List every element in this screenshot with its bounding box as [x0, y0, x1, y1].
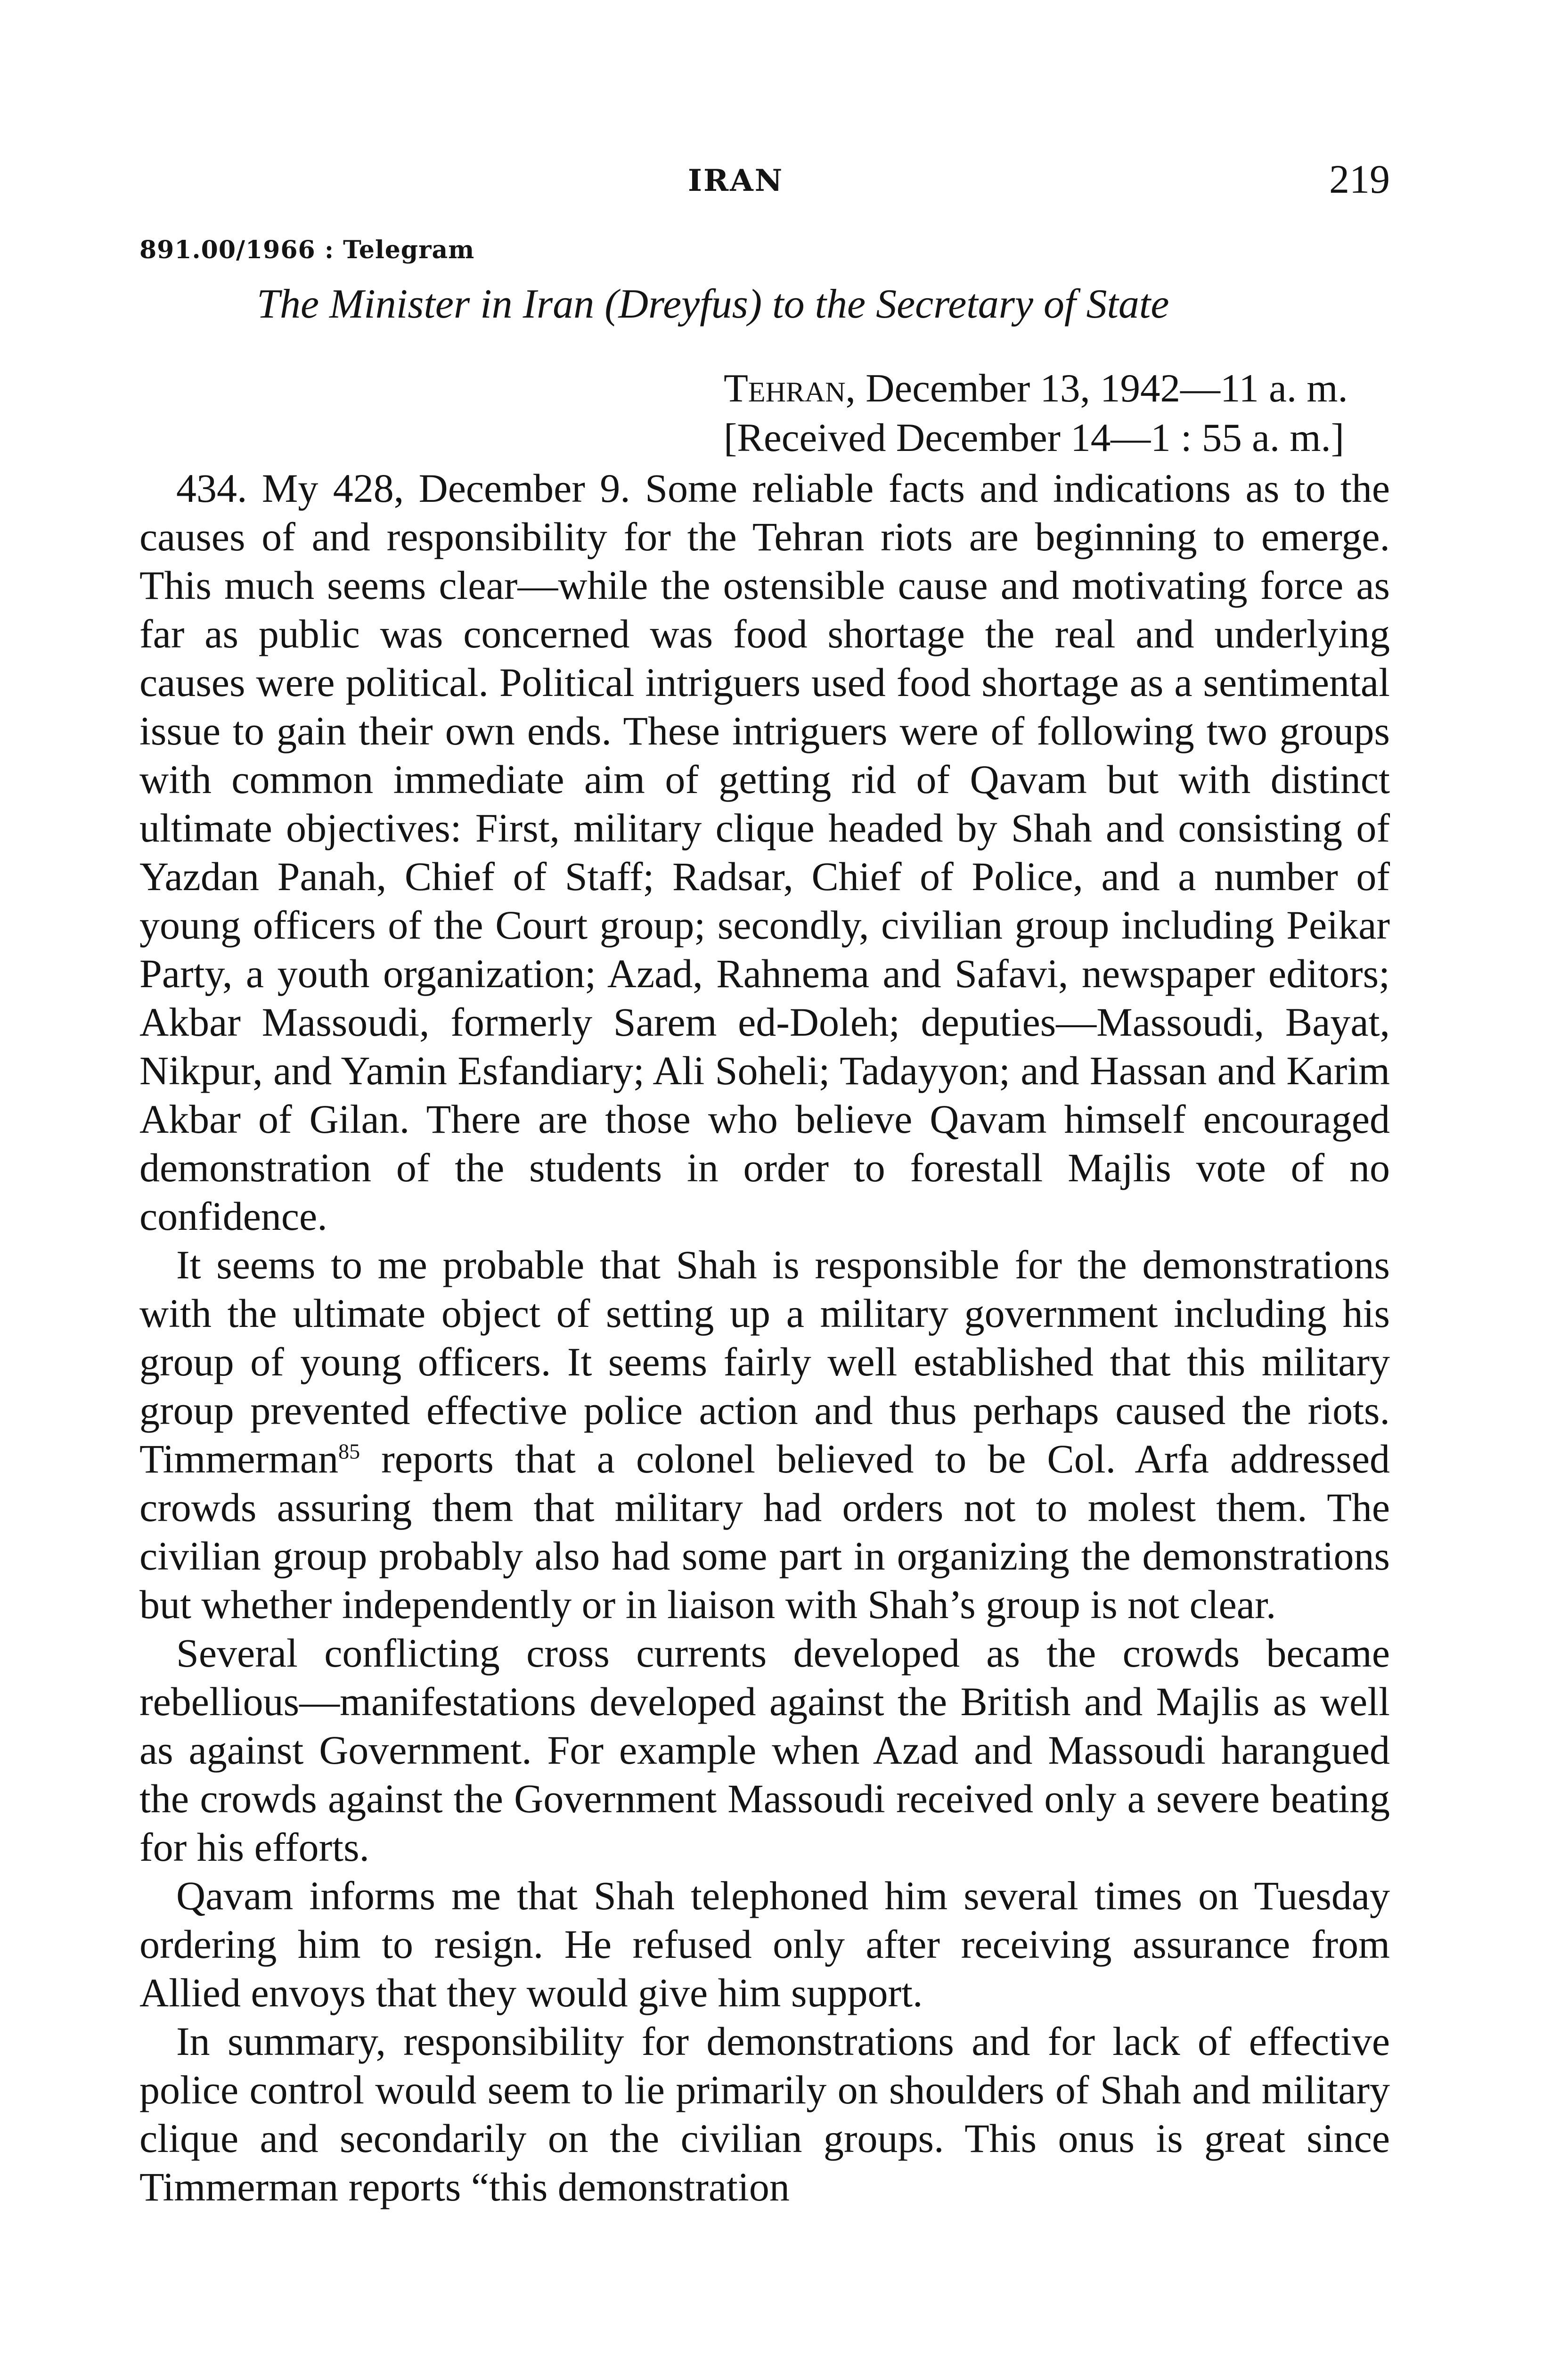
- page-number: 219: [1329, 156, 1390, 202]
- file-reference: 891.00/1966 : Telegram: [139, 236, 475, 264]
- running-title: IRAN: [688, 163, 784, 198]
- paragraph-3: Several conflicting cross currents developed as the crowds became rebellious—manifestations developed against the British and Majlis as well as against Government. For example when Azad and Massoudi harangued the crowds against the Government Massoudi received only a severe beating for his efforts.: [139, 1630, 1390, 1870]
- paragraph-1: 434. My 428, December 9. Some reliable facts and indications as to the causes of and responsibility for the Tehran riots are beginning to emerge. This much seems clear—while the ostensible cause and motivating force as far as public was concerned was food shortage the real and underlying causes were political. Political intriguers used food shortage as a sentimental issue to gain their own ends. These intriguers were of following two groups with common immediate aim of getting rid of Qavam but with distinct ultimate objectives: First, military clique headed by Shah and consisting of Yazdan Panah, Chief of Staff; Radsar, Chief of Police, and a number of young officers of the Court group; secondly, civilian group including Peikar Party, a youth organization; Azad, Rahnema and Safavi, newspaper editors; Akbar Massoudi, formerly Sarem ed-Doleh; deputies—Massoudi, Bayat, Nikpur, and Yamin Esfandiary; Ali Soheli; Tadayyon; and Hassan and Karim Akbar of Gilan. There are those who believe Qavam himself encouraged demonstration of the students in order to forestall Majlis vote of no confidence.: [139, 466, 1390, 1239]
- paragraph-4: Qavam informs me that Shah telephoned him several times on Tuesday ordering him to resign. He refused only after receiving assurance from Allied envoys that they would give him support.: [139, 1873, 1390, 2015]
- document-title: The Minister in Iran (Dreyfus) to the Secretary of State: [257, 281, 1169, 327]
- dateline-place: Tehran: [724, 366, 846, 410]
- telegram-body: [139, 464, 1390, 2211]
- paragraph-2-text: It seems to me probable that Shah is responsible for the demonstrations with the ultimate object of setting up a military government including his group of young officers. It seems fairly well established that this military group prevented effective police action and thus perhaps caused the riots. Timmerman: [139, 1242, 1390, 1481]
- dateline: [724, 365, 1393, 411]
- running-head: [0, 155, 1390, 207]
- paragraph-2: [139, 1241, 1390, 1629]
- dateline-date: , December 13, 1942—11 a. m.: [845, 366, 1348, 410]
- footnote-reference: 85: [338, 1439, 360, 1464]
- received-line: [Received December 14—1 : 55 a. m.]: [724, 416, 1345, 460]
- paragraph-5: In summary, responsibility for demonstrations and for lack of effective police control would seem to lie primarily on shoulders of Shah and military clique and secondarily on the civilian groups. This onus is great since Timmerman reports “this demonstration: [139, 2019, 1390, 2209]
- paragraph-2-continued: reports that a colonel believed to be Col. Arfa addressed crowds assuring them that military had orders not to molest them. The civilian group probably also had some part in organizing the demonstrations but whether independently or in liaison with Shah’s group is not clear.: [139, 1436, 1390, 1627]
